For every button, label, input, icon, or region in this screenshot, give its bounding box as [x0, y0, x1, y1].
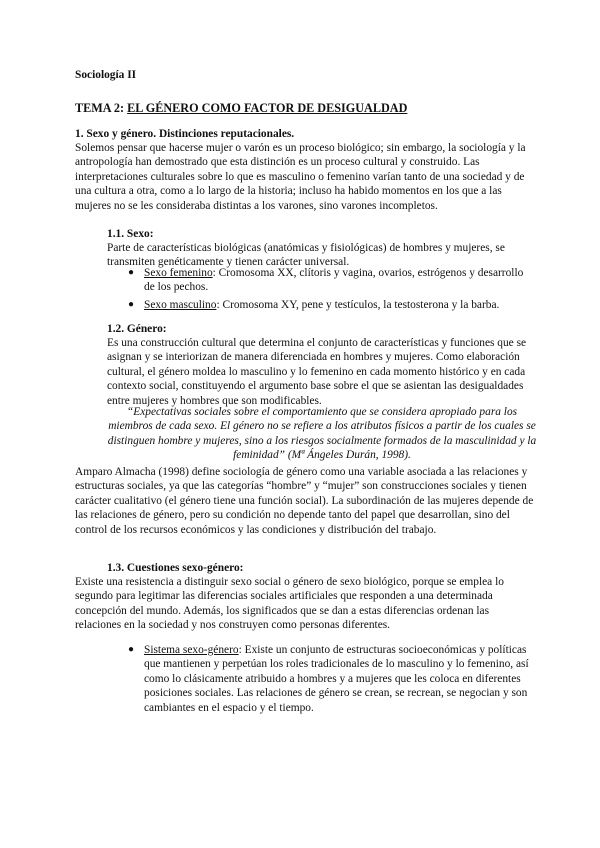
bullet-term: Sistema sexo-género: [144, 644, 239, 656]
list-item: [128, 298, 533, 312]
quote-block: “Expectativas sociales sobre el comportamiento que se considera apropiado para los miembros de cada sexo. El género no se refiere a los atributos físicos a partir de los cuales se distinguen hombre y mujeres, sino a los riesgos socialmente formados de la masculinidad y la feminidad” (Mª Ángeles Durán, 1998).: [107, 406, 537, 462]
sex-gender-bullet-list: [128, 643, 533, 715]
bullet-text: : Existe un conjunto de estructuras socioeconómicas y políticas que mantienen y perpetúan los roles tradicionales de lo masculino y lo femenino, así como lo clásicamente atribuido a hombres y a mujeres que les coloca en diferentes posiciones sociales. Las relaciones de género se crean, se recrean, se negocian y son cambiantes en el espacio y el tiempo.: [144, 644, 529, 714]
tema-prefix: TEMA 2:: [75, 101, 128, 115]
bullet-icon: ●: [128, 644, 135, 655]
bullet-term: Sexo masculino: [144, 298, 217, 311]
section-1-2-body: Es una construcción cultural que determina el conjunto de características y funciones que se asignan y se interiorizan de manera diferenciada en hombres y mujeres. Como elaboración cultural, el género moldea lo masculino y lo femenino en cada momento histórico y en cada contexto social, constituyendo el argumento base sobre el que se asientan las desigualdades entre mujeres y hombres que son modificables.: [107, 337, 527, 407]
tema-title: EL GÉNERO COMO FACTOR DE DESIGUALDAD: [127, 101, 408, 115]
bullet-term: Sexo femenino: [144, 267, 213, 279]
section-1-body: Solemos pensar que hacerse mujer o varón es un proceso biológico; sin embargo, la sociología y la antropología han demostrado que esta distinción es un proceso cultural y construido. Las interpretaciones culturales sobre lo que es masculino o femenino varían tanto de una sociedad y de una cultura a otra, como a lo largo de la historia; incluso ha habido momentos en los que a las mujeres no se les consideraba distintas a los varones, sino varones incompletos.: [75, 142, 526, 212]
bullet-text: : Cromosoma XY, pene y testículos, la testosterona y la barba.: [216, 298, 500, 311]
sex-bullet-list: [128, 266, 533, 312]
section-1-1-heading: 1.1. Sexo:: [107, 228, 154, 240]
tema-heading: [75, 101, 407, 115]
section-1-1-body: Parte de características biológicas (anatómicas y fisiológicas) de hombres y mujeres, se transmiten genéticamente y tienen carácter universal.: [107, 242, 505, 269]
section-1-2-body-2: Amparo Almacha (1998) define sociología de género como una variable asociada a las relaciones y estructuras sociales, ya que las categorías “hombre” y “mujer” son construcciones sociales y tienen carácter cualitativo (el género tiene una función social). La subordinación de las mujeres depende de las relaciones de género, pero su condición no depende tanto del papel que desarrollan, sino del control de los recursos económicos y las condiciones y distribución del trabajo.: [75, 466, 534, 536]
bullet-icon: ●: [128, 298, 135, 310]
section-1-3-body: Existe una resistencia a distinguir sexo social o género de sexo biológico, porque se emplea lo segundo para legitimar las diferencias sociales artificiales que responden a una determinada concepción del mundo. Además, los significados que se dan a estas diferencias ordenan las relaciones en la sociedad y nos construyen como personas diferentes.: [75, 576, 504, 632]
section-1-heading: 1. Sexo y género. Distinciones reputacionales.: [75, 128, 295, 140]
bullet-text: : Cromosoma XX, clítoris y vagina, ovarios, estrógenos y desarrollo de los pechos.: [144, 267, 524, 294]
course-title: Sociología II: [75, 69, 137, 81]
bullet-icon: ●: [128, 267, 135, 278]
list-item: [128, 643, 533, 715]
section-1-2-heading: 1.2. Género:: [107, 323, 167, 335]
section-1-3-heading: 1.3. Cuestiones sexo-género:: [107, 562, 244, 574]
list-item: [128, 266, 533, 295]
